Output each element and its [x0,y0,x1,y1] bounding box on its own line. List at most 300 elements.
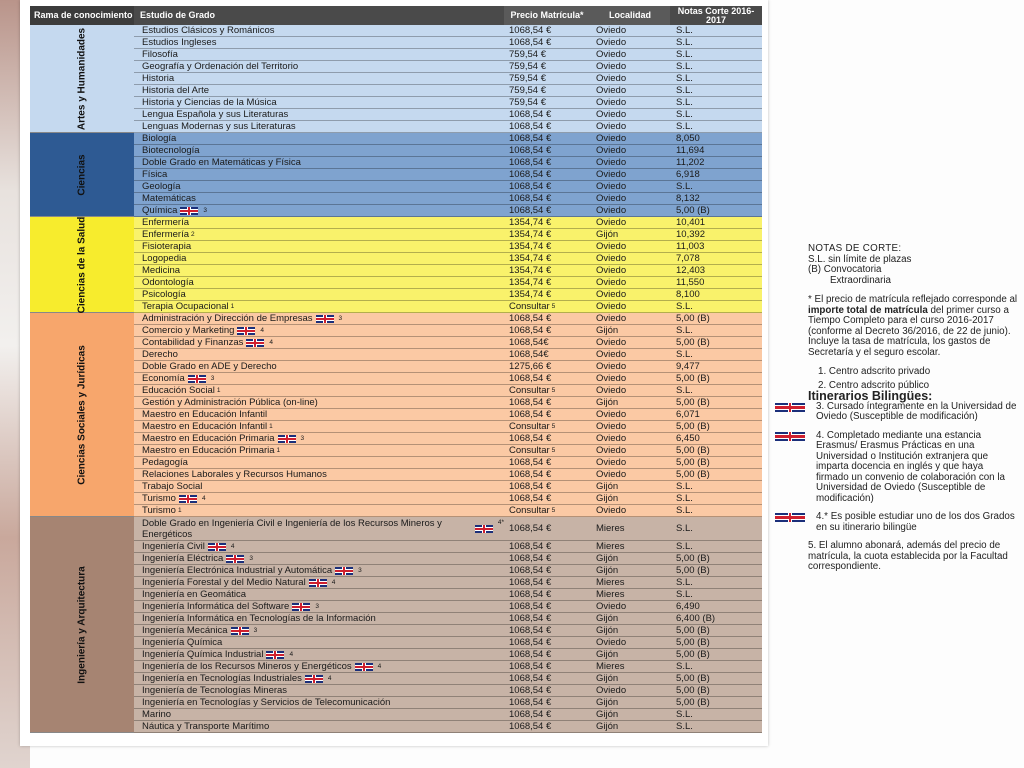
cell-localidad: Oviedo [596,169,627,180]
cell-localidad: Oviedo [596,637,627,648]
footnote-ref: 5 [551,447,556,454]
footnote-ref: 3 [338,315,343,322]
cell-estudio [134,421,504,432]
table-row [134,253,762,265]
cell-precio: 1068,54 € [509,589,552,600]
cell-precio: 1068,54 € [509,493,552,504]
table-row [134,313,762,325]
cell-precio: Consultar 5 [509,505,556,516]
cell-precio: 1068,54 € [509,613,552,624]
cell-precio: 1068,54 € [509,721,552,732]
cell-estudio [134,373,504,384]
cell-estudio [134,133,504,144]
cell-estudio [134,601,504,612]
table-row [134,613,762,625]
cell-estudio [134,721,504,732]
cell-localidad: Oviedo [596,85,627,96]
estudio-text: Biología [142,133,177,144]
cell-nota: S.L. [676,49,693,60]
footnote-ref: 4 [260,327,265,334]
cell-precio: 1068,54 € [509,313,552,324]
cell-localidad: Oviedo [596,685,627,696]
cell-precio: 1068,54 € [509,205,552,216]
grades-table [30,6,762,733]
uk-flag-icon [188,375,206,383]
footnote-ref: 4 [289,651,294,658]
cell-estudio [134,61,504,72]
footnote-ref: 4 [269,339,274,346]
table-row [134,157,762,169]
estudio-text: Relaciones Laborales y Recursos Humanos [142,469,327,480]
table-row [134,493,762,505]
cell-nota: 6,400 (B) [676,613,716,624]
group-label-text: Ciencias Sociales y Jurídicas [76,344,88,485]
table-row [134,553,762,565]
cell-precio: 1068,54 € [509,109,552,120]
cell-precio: 1068,54 € [509,469,552,480]
estudio-text: Derecho [142,349,178,360]
estudio-text: Lenguas Modernas y sus Literaturas [142,121,296,132]
table-row [134,277,762,289]
estudio-text: Geografía y Ordenación del Territorio [142,61,299,72]
table-row [134,481,762,493]
footnote-ref: 4 [327,675,332,682]
uk-flag-icon [278,435,296,443]
footnote-ref: 5 [551,423,556,430]
cell-estudio [134,25,504,36]
cell-nota: S.L. [676,493,693,504]
estudio-text: Trabajo Social [142,481,203,492]
cell-estudio [134,337,504,348]
notes-b2: Extraordinaria [830,274,891,286]
cell-precio: 1068,54 € [509,433,552,444]
cell-nota: 5,00 (B) [676,637,710,648]
cell-precio: 759,54 € [509,73,546,84]
estudio-text: Doble Grado en Ingeniería Civil e Ingeniería de los Recursos Mineros y Energéticos [142,517,442,540]
cell-localidad: Gijón [596,721,619,732]
cell-localidad: Gijón [596,229,619,240]
cell-estudio [134,289,504,300]
table-row [134,469,762,481]
cell-estudio [134,253,504,264]
estudio-text: Administración y Dirección de Empresas [142,313,313,324]
estudio-text: Fisioterapia [142,241,192,252]
footnote-ref: 5 [551,303,556,310]
cell-localidad: Oviedo [596,181,627,192]
estudio-text: Ingeniería Informática en Tecnologías de la Información [142,613,376,624]
cell-estudio [134,241,504,252]
bilingual-title: Itinerarios Bilingües: [808,389,933,403]
cell-precio: 1068,54 € [509,565,552,576]
cell-localidad: Mieres [596,589,625,600]
cell-nota: 5,00 (B) [676,697,710,708]
cell-estudio [134,301,504,312]
estudio-text: Enfermería [142,229,189,240]
table-row [134,73,762,85]
estudio-text: Náutica y Transporte Marítimo [142,721,270,732]
cell-localidad: Oviedo [596,469,627,480]
cell-nota: S.L. [676,481,693,492]
footnote-ref: 3 [249,555,253,562]
table-row [134,445,762,457]
cell-estudio [134,169,504,180]
cell-localidad: Oviedo [596,241,627,252]
cell-nota: 5,00 (B) [676,205,710,216]
footnote-ref: 4 [201,495,206,502]
estudio-text: Maestro en Educación Primaria [142,445,275,456]
cell-localidad: Oviedo [596,109,627,120]
cell-nota: S.L. [676,541,693,552]
cell-precio: 1354,74 € [509,289,552,300]
estudio-text: Maestro en Educación Infantil [142,421,268,432]
estudio-text: Ingeniería Química [142,637,223,648]
cell-precio: 1068,54 € [509,523,552,534]
cell-precio: 1068,54 € [509,685,552,696]
cell-localidad: Oviedo [596,349,627,360]
cell-localidad: Oviedo [596,277,627,288]
estudio-text: Educación Social [142,385,215,396]
cell-nota: 5,00 (B) [676,397,710,408]
uk-flag-icon [316,315,334,323]
cell-nota: 5,00 (B) [676,421,710,432]
cell-estudio [134,85,504,96]
cell-estudio [134,517,504,540]
cell-precio: 1068,54 € [509,625,552,636]
cell-nota: S.L. [676,661,693,672]
cell-estudio [134,349,504,360]
cell-localidad: Oviedo [596,421,627,432]
bilingual-note-3: 3. Cursado íntegramente en la Universidad de Oviedo (Susceptible de modificación) [808,402,1018,423]
notes-sl: S.L. sin límite de plazas [808,253,912,265]
cell-estudio [134,361,504,372]
footnote-ref: 3 [358,567,362,574]
estudio-text: Historia [142,73,175,84]
table-row [134,37,762,49]
estudio-text: Doble Grado en Matemáticas y Física [142,157,301,168]
cell-localidad: Oviedo [596,361,627,372]
cell-precio: 1354,74 € [509,265,552,276]
cell-nota: S.L. [676,325,693,336]
table-row [134,397,762,409]
cell-localidad: Oviedo [596,445,627,456]
estudio-text: Ingeniería en Geomática [142,589,247,600]
estudio-text: Ingeniería en Tecnologías Industriales [142,673,302,684]
cell-precio: Consultar 5 [509,445,556,456]
uk-flag-icon [226,555,244,563]
cell-localidad: Oviedo [596,433,627,444]
cell-precio: 1354,74 € [509,217,552,228]
estudio-text: Ingeniería en Tecnologías y Servicios de Telecomunicación [142,697,391,708]
cell-nota: S.L. [676,85,693,96]
table-row [134,85,762,97]
footnote-ref: 1 [269,423,273,430]
estudio-text: Lengua Española y sus Literaturas [142,109,289,120]
cell-localidad: Gijón [596,697,619,708]
cell-estudio [134,577,504,588]
cell-estudio [134,37,504,48]
header-estudio: Estudio de Grado [134,6,504,25]
group-sociales [30,313,762,517]
cell-estudio [134,385,504,396]
notes-title: NOTAS DE CORTE: [808,243,902,254]
cell-nota: 8,050 [676,133,700,144]
header-precio: Precio Matrícula* [504,6,590,25]
cell-estudio [134,505,504,516]
group-label [30,133,134,217]
cell-estudio [134,73,504,84]
header-localidad: Localidad [590,6,670,25]
cell-estudio [134,697,504,708]
estudio-text: Comercio y Marketing [142,325,235,336]
cell-precio: 1068,54 € [509,661,552,672]
cell-precio: 1068,54 € [509,133,552,144]
group-label [30,517,134,733]
table-row [134,721,762,733]
table-row [134,565,762,577]
uk-flag-icon [305,675,323,683]
table-header [30,6,762,25]
footnote-ref: 3 [203,207,207,214]
table-row [134,385,762,397]
estudio-text: Doble Grado en ADE y Derecho [142,361,277,372]
cell-estudio [134,313,504,324]
cell-estudio [134,49,504,60]
cell-nota: 5,00 (B) [676,445,710,456]
group-ciencias [30,133,762,217]
cell-nota: 5,00 (B) [676,625,710,636]
cell-nota: 7,078 [676,253,700,264]
table-row [134,577,762,589]
estudio-text: Ingeniería Química Industrial [142,649,264,660]
cell-precio: 1068,54 € [509,397,552,408]
cell-precio: 1068,54 € [509,145,552,156]
cell-precio: 1068,54€ [509,349,549,360]
cell-precio: 1068,54 € [509,637,552,648]
cell-precio: 1068,54 € [509,121,552,132]
cell-nota: S.L. [676,181,693,192]
cell-nota: 5,00 (B) [676,565,710,576]
cell-nota: S.L. [676,61,693,72]
cell-estudio [134,217,504,228]
cell-estudio [134,409,504,420]
cell-estudio [134,649,504,660]
cell-nota: S.L. [676,73,693,84]
estudio-text: Biotecnología [142,145,200,156]
cell-localidad: Oviedo [596,37,627,48]
estudio-text: Enfermería [142,217,189,228]
table-row [134,145,762,157]
table-row [134,421,762,433]
cell-localidad: Oviedo [596,133,627,144]
cell-nota: 5,00 (B) [676,649,710,660]
cell-localidad: Oviedo [596,601,627,612]
table-row [134,505,762,517]
cell-nota: S.L. [676,505,693,516]
cell-estudio [134,229,504,240]
group-label [30,217,134,313]
cell-nota: S.L. [676,25,693,36]
cell-nota: 11,003 [676,241,705,252]
estudio-text: Geología [142,181,181,192]
uk-flag-icon [355,663,373,671]
estudio-text: Ingeniería Informática del Software [142,601,290,612]
uk-flag-icon [231,627,249,635]
cell-estudio [134,397,504,408]
estudio-text: Maestro en Educación Primaria [142,433,275,444]
notes-precio: * El precio de matrícula reflejado corresponde al importe total de matrícula del primer curso a Tiempo Completo para el curso 2016-2017 (conforme al Decreto 36/2016, de 22 de junio). Incluye la tasa de matrícula, los gastos de Secretaría y el seguro escolar. [808,294,1018,358]
cell-localidad: Mieres [596,661,625,672]
cell-localidad: Mieres [596,541,625,552]
table-row [134,433,762,445]
uk-flag-icon [309,579,327,587]
cell-precio: 1068,54 € [509,193,552,204]
cell-nota: 11,550 [676,277,705,288]
table-row [134,685,762,697]
estudio-text: Ingeniería Forestal y del Medio Natural [142,577,306,588]
table-row [134,625,762,637]
cell-precio: 1068,54 € [509,325,552,336]
cell-precio: 1354,74 € [509,229,552,240]
table-row [134,649,762,661]
cell-localidad: Oviedo [596,385,627,396]
footnote-ref: 5 [551,507,556,514]
cell-estudio [134,205,504,216]
cell-nota: 5,00 (B) [676,553,710,564]
cell-localidad: Gijón [596,481,619,492]
table-row [134,601,762,613]
cell-estudio [134,265,504,276]
cell-estudio [134,613,504,624]
table-row [134,661,762,673]
footnote-ref: 1 [177,507,182,514]
cell-nota: 5,00 (B) [676,673,710,684]
footnote-ref: 5 [551,387,556,394]
group-label [30,313,134,517]
notes-panel [808,244,1018,573]
notes-centro1: 1. Centro adscrito privado [818,366,931,377]
cell-precio: 759,54 € [509,49,546,60]
estudio-text: Psicología [142,289,186,300]
cell-localidad: Oviedo [596,193,627,204]
estudio-text: Ingeniería Electrónica Industrial y Automática [142,565,333,576]
table-row [134,673,762,685]
cell-localidad: Oviedo [596,73,627,84]
cell-nota: S.L. [676,589,693,600]
footnote-ref: 2 [191,231,195,238]
cell-nota: S.L. [676,301,693,312]
cell-localidad: Oviedo [596,313,627,324]
cell-localidad: Gijón [596,397,619,408]
table-row [134,541,762,553]
cell-localidad: Oviedo [596,25,627,36]
uk-flag-icon [775,513,805,522]
cell-nota: 11,694 [676,145,705,156]
table-row [134,361,762,373]
estudio-text: Ingeniería de Tecnologías Mineras [142,685,288,696]
cell-estudio [134,673,504,684]
cell-localidad: Mieres [596,523,625,534]
table-row [134,49,762,61]
cell-estudio [134,181,504,192]
footnote-ref: 4* [497,519,504,526]
cell-localidad: Oviedo [596,457,627,468]
cell-estudio [134,121,504,132]
table-row [134,373,762,385]
estudio-text: Marino [142,709,172,720]
table-row [134,229,762,241]
cell-localidad: Gijón [596,493,619,504]
cell-precio: 1068,54 € [509,373,552,384]
cell-estudio [134,637,504,648]
cell-precio: Consultar 5 [509,421,556,432]
cell-nota: S.L. [676,385,693,396]
cell-precio: 1068,54 € [509,169,552,180]
cell-nota: 8,100 [676,289,700,300]
cell-precio: 1068,54 € [509,181,552,192]
cell-estudio [134,325,504,336]
estudio-text: Matemáticas [142,193,196,204]
group-label-text: Ciencias de la Salud [76,216,88,313]
group-label [30,25,134,133]
cell-nota: 10,401 [676,217,706,228]
table-row [134,289,762,301]
cell-localidad: Gijón [596,325,619,336]
table-row [134,325,762,337]
cell-localidad: Gijón [596,565,619,576]
cell-estudio [134,97,504,108]
footnote-ref: 3 [253,627,258,634]
estudio-text: Ingeniería Civil [142,541,205,552]
cell-localidad: Oviedo [596,49,627,60]
cell-estudio [134,541,504,552]
footnote-ref: 1 [230,303,235,310]
estudio-text: Turismo [142,505,176,516]
estudio-text: Economía [142,373,185,384]
bilingual-note-4-star: 4.* Es posible estudiar uno de los dos Grados en su itinerario bilingüe [808,512,1018,533]
cell-estudio [134,553,504,564]
cell-estudio [134,709,504,720]
cell-nota: S.L. [676,349,693,360]
table-row [134,193,762,205]
uk-flag-icon [775,432,805,441]
cell-estudio [134,277,504,288]
cell-nota: S.L. [676,37,693,48]
cell-estudio [134,445,504,456]
cell-precio: 1068,54 € [509,601,552,612]
table-row [134,409,762,421]
cell-precio: 1068,54 € [509,697,552,708]
estudio-text: Ingeniería de los Recursos Mineros y Energéticos [142,661,352,672]
estudio-text: Medicina [142,265,181,276]
cell-localidad: Gijón [596,709,619,720]
cell-localidad: Oviedo [596,301,627,312]
cell-precio: 1068,54 € [509,709,552,720]
estudio-text: Estudios Clásicos y Románicos [142,25,275,36]
uk-flag-icon [775,403,805,412]
group-artes [30,25,762,133]
cell-precio: Consultar 5 [509,301,556,312]
cell-localidad: Oviedo [596,217,627,228]
cell-estudio [134,493,504,504]
cell-estudio [134,457,504,468]
cell-nota: 6,071 [676,409,700,420]
group-label-text: Artes y Humanidades [76,27,88,130]
cell-localidad: Oviedo [596,97,627,108]
cell-estudio [134,109,504,120]
cell-estudio [134,565,504,576]
group-label-text: Ingeniería y Arquitectura [76,565,88,684]
bilingual-note-4: 4. Completado mediante una estancia Erasmus/ Erasmus Prácticas en una Universidad o Institución extranjera que imparta docencia en inglés y que haya firmado un convenio de colaboración con la Universidad de Oviedo (Susceptible de modificación) [808,431,1018,505]
